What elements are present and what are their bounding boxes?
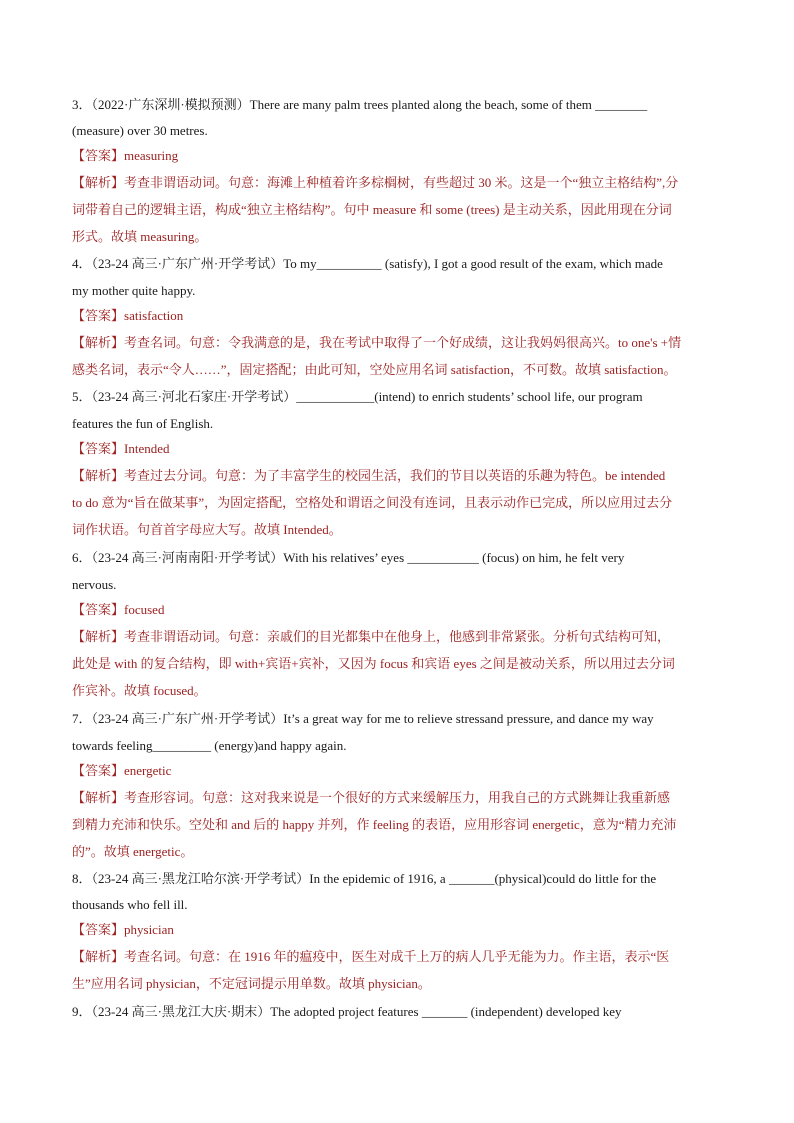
answer-value: focused <box>124 602 165 617</box>
explanation-text: 考查名词。句意：令我满意的是，我在考试中取得了一个好成绩，这让我妈妈很高兴。to one's +情 <box>124 335 682 350</box>
question-8-stem-cont: thousands who fell ill. <box>72 897 188 912</box>
question-5-explanation-cont: to do 意为“旨在做某事”，为固定搭配，空格处和谓语之间没有连词，且表示动作已完成，所以应用过去分 <box>72 495 673 510</box>
answer-tag: 【答案】 <box>72 441 125 456</box>
explanation-text: 考查过去分词。句意：为了丰富学生的校园生活，我们的节目以英语的乐趣为特色。be intended <box>124 468 666 483</box>
question-5-explanation <box>72 468 732 484</box>
question-8-explanation <box>72 949 732 965</box>
explanation-tag: 【解析】 <box>72 335 125 350</box>
answer-tag: 【答案】 <box>72 148 125 163</box>
question-6-answer <box>72 602 732 618</box>
question-8-explanation-cont: 生”应用名词 physician，不定冠词提示用单数。故填 physician。 <box>72 976 431 991</box>
question-7-answer <box>72 763 732 779</box>
question-4-explanation-cont: 感类名词，表示“令人……”，固定搭配；由此可知，空处应用名词 satisfaction，不可数。故填 satisfaction。 <box>72 362 677 377</box>
explanation-tag: 【解析】 <box>72 949 125 964</box>
answer-tag: 【答案】 <box>72 308 125 323</box>
answer-tag: 【答案】 <box>72 922 125 937</box>
question-4-explanation <box>72 335 732 351</box>
question-4-stem-cont: my mother quite happy. <box>72 283 196 298</box>
answer-value: Intended <box>124 441 170 456</box>
question-7-explanation-cont: 的”。故填 energetic。 <box>72 844 194 859</box>
answer-value: measuring <box>124 148 179 163</box>
explanation-text: 考查形容词。句意：这对我来说是一个很好的方式来缓解压力，用我自己的方式跳舞让我重新感 <box>124 790 671 805</box>
question-3-explanation <box>72 175 732 191</box>
question-4-stem: 4．（23-24 高三·广东广州·开学考试）To my__________ (satisfy), I got a good result of the exam, which made <box>72 256 663 271</box>
question-7-stem-cont: towards feeling_________ (energy)and happy again. <box>72 738 347 753</box>
question-5-answer <box>72 441 732 457</box>
explanation-tag: 【解析】 <box>72 468 125 483</box>
question-5-stem-cont: features the fun of English. <box>72 416 214 431</box>
explanation-text: 考查名词。句意：在 1916 年的瘟疫中，医生对成千上万的病人几乎无能为力。作主语，表示“医 <box>124 949 670 964</box>
explanation-text: 考查非谓语动词。句意：亲戚们的目光都集中在他身上，他感到非常紧张。分析句式结构可知， <box>124 629 671 644</box>
question-6-explanation-cont: 作宾补。故填 focused。 <box>72 683 207 698</box>
answer-tag: 【答案】 <box>72 602 125 617</box>
question-4-answer <box>72 308 732 324</box>
explanation-tag: 【解析】 <box>72 629 125 644</box>
question-6-explanation <box>72 629 732 645</box>
explanation-tag: 【解析】 <box>72 175 125 190</box>
question-6-explanation-cont: 此处是 with 的复合结构，即 with+宾语+宾补，又因为 focus 和宾语 eyes 之间是被动关系，所以用过去分词 <box>72 656 675 671</box>
question-6-stem-cont: nervous. <box>72 577 117 592</box>
question-8-answer <box>72 922 732 938</box>
answer-value: physician <box>124 922 174 937</box>
question-7-stem: 7．（23-24 高三·广东广州·开学考试）It’s a great way for me to relieve stressand pressure, and dance my way <box>72 711 654 726</box>
question-3-stem: 3．（2022·广东深圳·模拟预测）There are many palm trees planted along the beach, some of them ________ <box>72 97 648 112</box>
answer-value: energetic <box>124 763 172 778</box>
question-7-explanation <box>72 790 732 806</box>
explanation-text: 考查非谓语动词。句意：海滩上种植着许多棕榈树，有些超过 30 米。这是一个“独立主格结构”,分 <box>124 175 679 190</box>
question-3-stem-cont: (measure) over 30 metres. <box>72 123 208 138</box>
question-6-stem: 6．（23-24 高三·河南南阳·开学考试）With his relatives’ eyes ___________ (focus) on him, he felt very <box>72 550 625 565</box>
question-7-explanation-cont: 到精力充沛和快乐。空处和 and 后的 happy 并列，作 feeling 的表语，应用形容词 energetic，意为“精力充沛 <box>72 817 677 832</box>
question-3-explanation-cont: 词带着自己的逻辑主语，构成“独立主格结构”。句中 measure 和 some (trees) 是主动关系，因此用现在分词 <box>72 202 672 217</box>
question-9-stem: 9．（23-24 高三·黑龙江大庆·期末）The adopted project features _______ (independent) developed key <box>72 1004 622 1019</box>
answer-tag: 【答案】 <box>72 763 125 778</box>
question-5-explanation-cont: 词作状语。句首首字母应大写。故填 Intended。 <box>72 522 342 537</box>
question-3-answer <box>72 148 732 164</box>
question-8-stem: 8．（23-24 高三·黑龙江哈尔滨·开学考试）In the epidemic of 1916, a _______(physical)could do little for the <box>72 871 657 886</box>
explanation-tag: 【解析】 <box>72 790 125 805</box>
question-3-explanation-cont: 形式。故填 measuring。 <box>72 229 208 244</box>
question-5-stem: 5．（23-24 高三·河北石家庄·开学考试）____________(intend) to enrich students’ school life, our program <box>72 389 643 404</box>
answer-value: satisfaction <box>124 308 184 323</box>
